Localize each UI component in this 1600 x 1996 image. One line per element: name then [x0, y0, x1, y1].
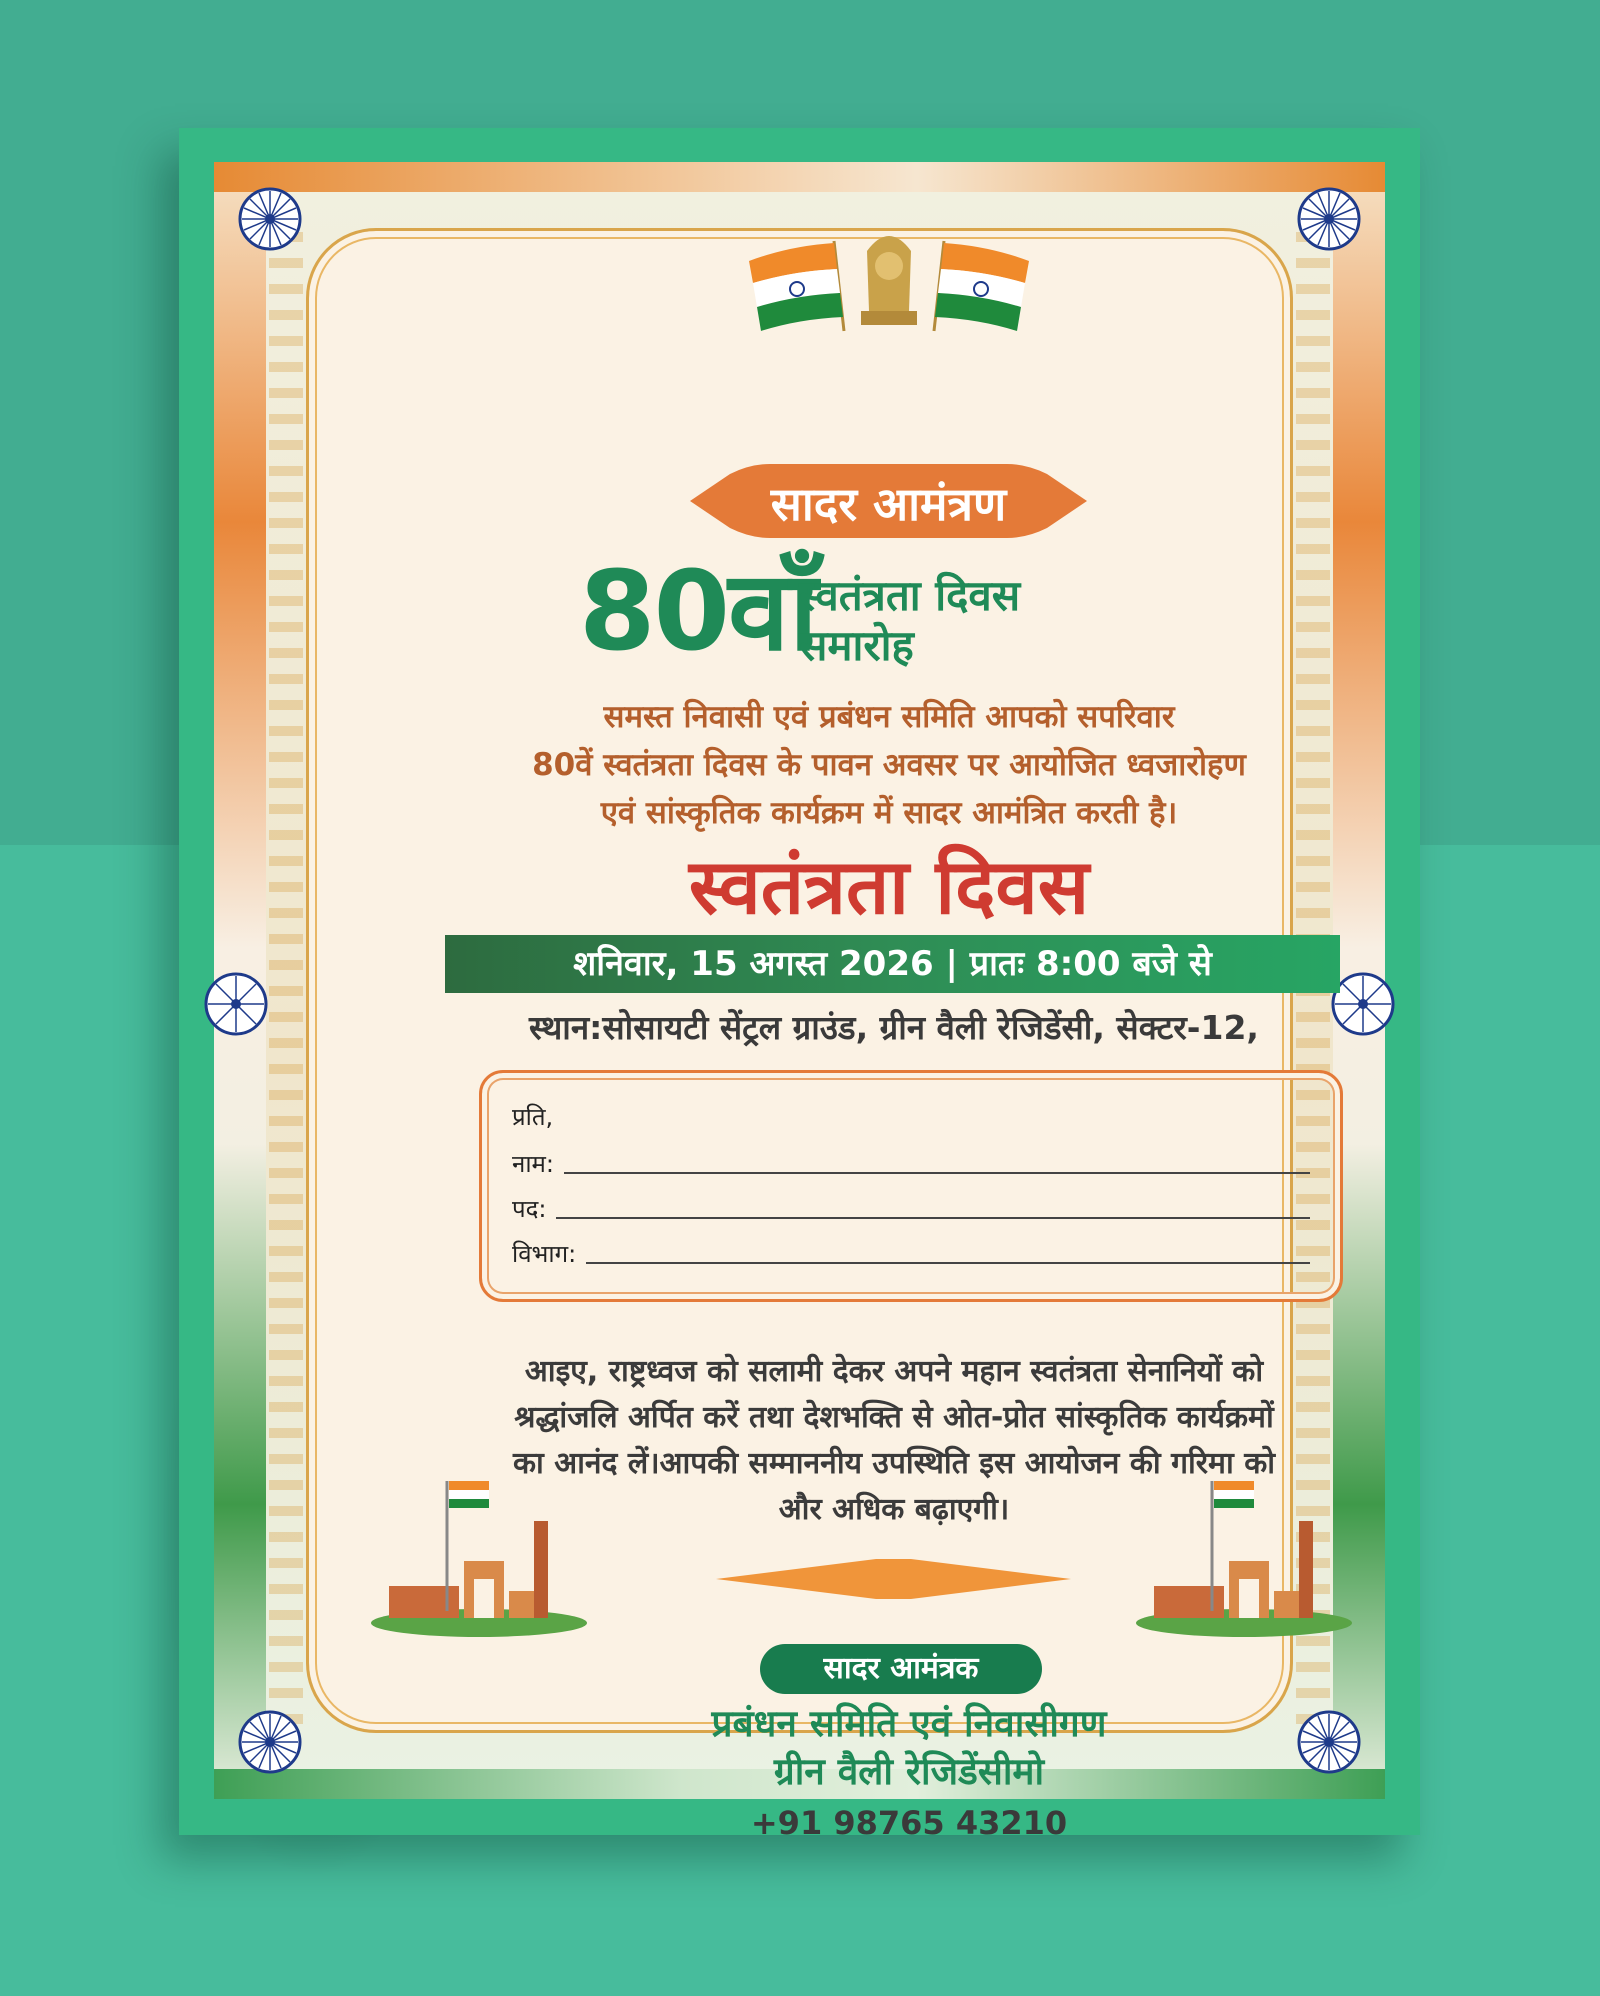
date-time-band: शनिवार, 15 अगस्त 2026 | प्रातः 8:00 बजे से: [445, 935, 1340, 993]
invitation-card: [179, 128, 1420, 1842]
organizer-line1: प्रबंधन समिति एवं निवासीगण: [711, 1702, 1107, 1745]
invitation-badge-text: सादर आमंत्रण: [770, 477, 1007, 531]
form-department-label: विभाग:: [512, 1240, 577, 1268]
india-gate-monument-icon: [369, 1461, 589, 1641]
venue-text: स्थान:सोसायटी सेंट्रल ग्राउंड, ग्रीन वैली रेजिडेंसी, सेक्टर-12,: [529, 1008, 1259, 1047]
ashoka-chakra-icon: [1297, 1710, 1361, 1774]
organizer-line2: ग्रीन वैली रेजिडेंसीमो: [773, 1750, 1045, 1793]
national-emblem-icon: [739, 221, 1039, 351]
india-gate-monument-icon: [1134, 1461, 1354, 1641]
form-to-label: प्रति,: [512, 1103, 554, 1131]
designation-field-line[interactable]: [556, 1217, 1310, 1219]
ashoka-chakra-icon: [238, 187, 302, 251]
intro-line: समस्त निवासी एवं प्रबंधन समिति आपको सपरिवार: [603, 699, 1175, 735]
left-floral-vine: [269, 232, 303, 1729]
ornamental-frame: [214, 162, 1385, 1842]
host-label-pill: सादर आमंत्रक: [760, 1644, 1042, 1694]
divider-diamond: [716, 1559, 1071, 1599]
invitation-badge: [690, 464, 1087, 538]
contact-phone[interactable]: +91 98765 43210: [750, 1804, 1068, 1842]
event-title-line2: समारोह: [799, 621, 914, 670]
content-panel: [306, 228, 1293, 1842]
closing-line: और अधिक बढ़ाएगी।: [778, 1492, 1010, 1527]
form-name-label: नाम:: [512, 1150, 554, 1178]
name-field-line[interactable]: [564, 1172, 1310, 1174]
ashoka-chakra-icon: [1297, 187, 1361, 251]
ashoka-chakra-icon: [238, 1710, 302, 1774]
form-department-row[interactable]: [512, 1238, 1310, 1270]
closing-line: आइए, राष्ट्रध्वज को सलामी देकर अपने महान स्वतंत्रता सेनानियों को: [524, 1354, 1264, 1389]
form-designation-label: पद:: [512, 1195, 547, 1223]
intro-line: एवं सांस्कृतिक कार्यक्रम में सादर आमंत्रित करती है।: [600, 795, 1178, 831]
intro-line: 80वें स्वतंत्रता दिवस के पावन अवसर पर आयोजित ध्वजारोहण: [532, 747, 1246, 783]
intro-text: [439, 693, 1339, 837]
closing-line: का आनंद लें।आपकी सम्माननीय उपस्थिति इस आयोजन की गरिमा को: [512, 1446, 1276, 1481]
recipient-form: [479, 1070, 1343, 1302]
department-field-line[interactable]: [586, 1262, 1310, 1264]
indian-flag-icon: [749, 241, 844, 331]
headline: स्वतंत्रता दिवस: [688, 842, 1090, 931]
form-designation-row[interactable]: [512, 1193, 1310, 1225]
form-name-row[interactable]: [512, 1148, 1310, 1180]
top-saffron-band: [214, 162, 1385, 192]
anniversary-number: 80वाँ: [579, 547, 816, 675]
indian-flag-icon: [934, 241, 1029, 331]
form-to-row: [512, 1101, 1310, 1133]
closing-line: श्रद्धांजलि अर्पित करें तथा देशभक्ति से ओत-प्रोत सांस्कृतिक कार्यक्रमों: [514, 1400, 1274, 1435]
event-title: [799, 571, 1119, 671]
ashoka-chakra-icon: [204, 972, 268, 1036]
event-title-line1: स्वतंत्रता दिवस: [799, 571, 1021, 620]
